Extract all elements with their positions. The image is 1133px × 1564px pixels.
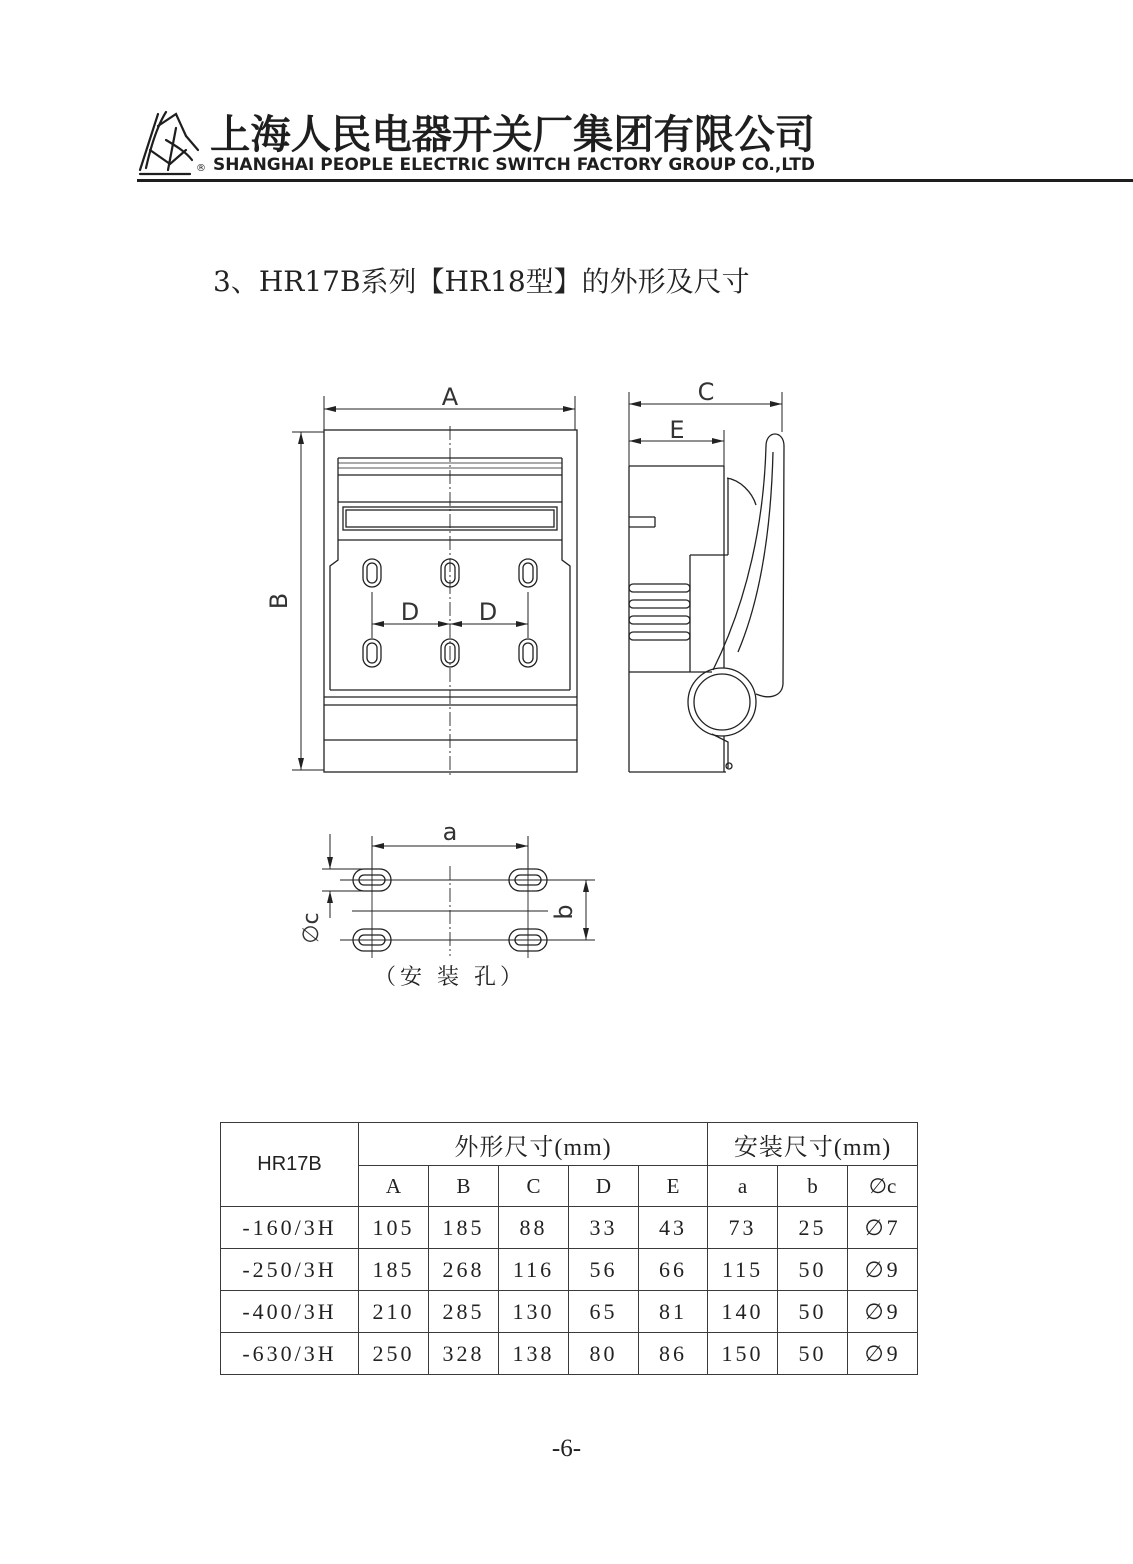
cell-value: 56 [569, 1249, 639, 1291]
side-view-tab [629, 517, 655, 527]
side-view-fins [629, 584, 690, 640]
front-view-outline [324, 430, 577, 772]
column-header: D [569, 1166, 639, 1207]
cell-value: 25 [778, 1207, 848, 1249]
registered-mark: ® [196, 163, 206, 174]
front-view-body-outline [324, 540, 577, 740]
dimension-drawing [255, 370, 815, 1010]
side-view [629, 392, 784, 772]
cell-value: 33 [569, 1207, 639, 1249]
company-header [130, 104, 830, 180]
cell-value: 43 [639, 1207, 708, 1249]
cell-value: 80 [569, 1333, 639, 1375]
label-dim-d-left: D [400, 598, 420, 626]
cell-value: 138 [499, 1333, 569, 1375]
cell-value: ∅9 [848, 1249, 918, 1291]
cell-value: 140 [708, 1291, 778, 1333]
column-header: a [708, 1166, 778, 1207]
cell-value: 185 [359, 1249, 429, 1291]
column-header: E [639, 1166, 708, 1207]
cell-value: 50 [778, 1291, 848, 1333]
front-view [292, 396, 577, 776]
label-mount-a: a [442, 818, 458, 846]
group-header-mount: 安装尺寸(mm) [708, 1123, 918, 1166]
cell-value: 150 [708, 1333, 778, 1375]
group-header-outline: 外形尺寸(mm) [359, 1123, 708, 1166]
label-dim-d-right: D [478, 598, 498, 626]
dimension-b [292, 432, 324, 770]
terminal-hole [363, 559, 381, 587]
cell-value: ∅9 [848, 1333, 918, 1375]
table-row [221, 1333, 918, 1375]
model-header: HR17B [221, 1123, 359, 1207]
column-header: ∅c [848, 1166, 918, 1207]
page-number: -6- [551, 1435, 582, 1462]
cell-value: 50 [778, 1249, 848, 1291]
column-header: B [429, 1166, 499, 1207]
cell-model: -630/3H [221, 1333, 359, 1375]
header-rule [137, 179, 1133, 182]
table-row [221, 1207, 918, 1249]
label-dim-c: C [697, 378, 715, 406]
terminal-hole [519, 639, 537, 667]
label-dim-b: B [265, 592, 293, 610]
label-mount-c: ∅c [299, 912, 324, 944]
column-header: b [778, 1166, 848, 1207]
label-mount-b: b [550, 904, 578, 920]
terminal-hole [519, 559, 537, 587]
cell-value: 105 [359, 1207, 429, 1249]
table-row [221, 1249, 918, 1291]
side-view-body [629, 466, 728, 772]
mounting-holes-view [322, 834, 595, 958]
cell-value: 88 [499, 1207, 569, 1249]
cell-value: 81 [639, 1291, 708, 1333]
cell-value: 73 [708, 1207, 778, 1249]
cell-value: 66 [639, 1249, 708, 1291]
side-view-handle [688, 434, 784, 769]
cell-value: 185 [429, 1207, 499, 1249]
mounting-caption: （安 装 孔） [374, 965, 526, 990]
cell-value: 130 [499, 1291, 569, 1333]
cell-model: -400/3H [221, 1291, 359, 1333]
mounting-dimension-c [322, 834, 370, 918]
label-dim-e: E [669, 416, 685, 444]
cell-value: 285 [429, 1291, 499, 1333]
cell-value: 50 [778, 1333, 848, 1375]
table-row [221, 1291, 918, 1333]
column-header: C [499, 1166, 569, 1207]
cell-value: 210 [359, 1291, 429, 1333]
cell-value: 65 [569, 1291, 639, 1333]
table-header-row [221, 1123, 918, 1166]
terminal-hole [441, 559, 459, 587]
cell-value: ∅9 [848, 1291, 918, 1333]
cell-value: ∅7 [848, 1207, 918, 1249]
section-title: 3、HR17B系列【HR18型】的外形及尺寸 [213, 265, 750, 298]
company-name-en: SHANGHAI PEOPLE ELECTRIC SWITCH FACTORY GROUP CO.,LTD [213, 155, 815, 175]
label-dim-a: A [441, 383, 459, 411]
cell-value: 250 [359, 1333, 429, 1375]
cell-value: 115 [708, 1249, 778, 1291]
terminal-hole [363, 639, 381, 667]
column-header: A [359, 1166, 429, 1207]
cell-value: 86 [639, 1333, 708, 1375]
company-logo [140, 112, 198, 174]
dimension-table [220, 1122, 918, 1375]
company-name-cn: 上海人民电器开关厂集团有限公司 [210, 112, 815, 158]
cell-model: -160/3H [221, 1207, 359, 1249]
cell-value: 328 [429, 1333, 499, 1375]
cell-model: -250/3H [221, 1249, 359, 1291]
cell-value: 268 [429, 1249, 499, 1291]
cell-value: 116 [499, 1249, 569, 1291]
